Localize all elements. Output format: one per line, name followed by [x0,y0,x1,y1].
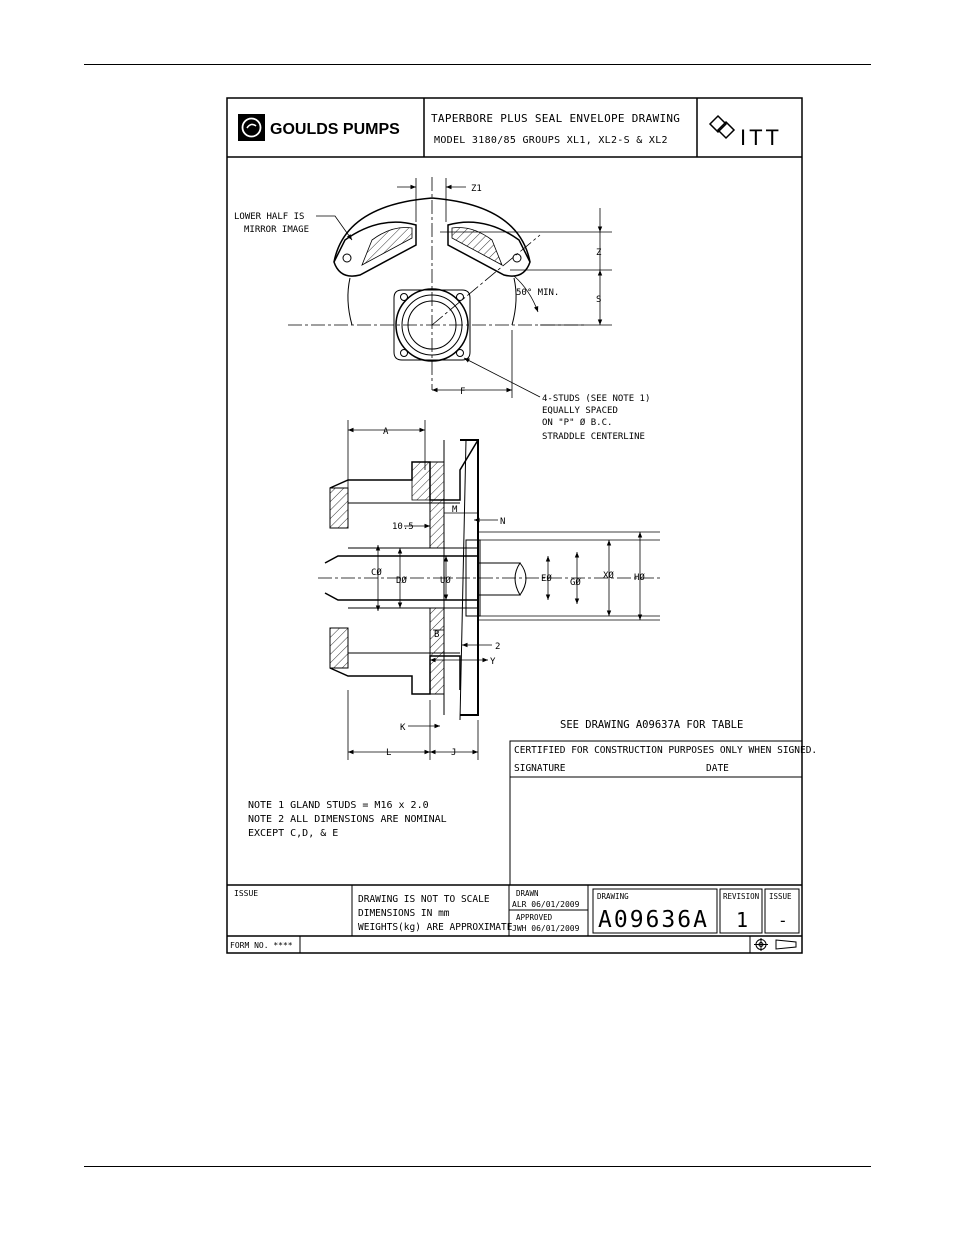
form-number: FORM NO. **** [230,941,293,950]
top-view [234,177,650,442]
dim-z: Z [596,248,602,258]
drawing-number: A09636A [598,907,709,933]
dim-two: 2 [495,642,501,652]
title-line-2: MODEL 3180/85 GROUPS XL1, XL2-S & XL2 [434,135,668,146]
note-3: EXCEPT C,D, & E [248,828,339,839]
lower-half-line-2: MIRROR IMAGE [244,225,310,235]
goulds-logo-icon [238,114,265,141]
itt-name: ITT [740,125,782,150]
dim-g: GØ [570,578,581,588]
certified-text: CERTIFIED FOR CONSTRUCTION PURPOSES ONLY WHEN SIGNED. [514,745,818,756]
note-2: NOTE 2 ALL DIMENSIONS ARE NOMINAL [248,814,447,825]
dim-b: B [434,630,440,640]
signature-label: SIGNATURE [514,763,566,774]
note-1: NOTE 1 GLAND STUDS = M16 x 2.0 [248,800,429,811]
approved-label: APPROVED [516,913,553,922]
dim-l: L [386,748,392,758]
projection-symbol-icon [754,938,796,951]
section-view [318,420,660,760]
approved-value: JWH 06/01/2009 [512,924,580,933]
scale-note-1: DRAWING IS NOT TO SCALE [358,894,490,905]
dim-x: XØ [603,571,614,581]
dim-m: M [452,505,458,515]
dim-c: CØ [371,568,382,578]
title-block [227,98,802,157]
itt-logo-icon [710,116,734,138]
dim-j: J [451,748,457,758]
notes [248,800,447,839]
drawn-value: ALR 06/01/2009 [512,900,580,909]
dim-y: Y [490,657,496,667]
revision-value: 1 [736,908,749,932]
studs-line-4: STRADDLE CENTERLINE [542,432,645,442]
revision-label: REVISION [723,892,760,901]
dim-z1: Z1 [471,184,482,194]
dim-f: F [460,387,466,397]
dim-n: N [500,517,506,527]
drawing-label: DRAWING [597,892,629,901]
lower-half-line-1: LOWER HALF IS [234,212,305,222]
date-label: DATE [706,763,729,774]
bottom-title-block [227,885,802,953]
certification-box [510,741,817,885]
see-drawing-note: SEE DRAWING A09637A FOR TABLE [560,719,744,731]
dim-u: UØ [440,576,451,586]
angle-label: 50° MIN. [516,288,560,298]
dim-d: DØ [396,576,407,586]
dim-k: K [400,723,406,733]
scale-note-3: WEIGHTS(kg) ARE APPROXIMATE [358,922,513,933]
issue-label: ISSUE [234,889,259,898]
issue-col-label: ISSUE [769,892,792,901]
dim-s: S [596,295,602,305]
dim-e: EØ [541,574,552,584]
drawn-label: DRAWN [516,889,539,898]
dim-gap: 10.5 [392,522,414,532]
studs-line-1: 4-STUDS (SEE NOTE 1) [542,394,651,404]
studs-line-2: EQUALLY SPACED [542,406,618,416]
issue-value: - [778,911,788,930]
title-line-1: TAPERBORE PLUS SEAL ENVELOPE DRAWING [431,112,681,125]
scale-note-2: DIMENSIONS IN mm [358,908,450,919]
studs-line-3: ON "P" Ø B.C. [542,418,613,428]
dim-a: A [383,427,389,437]
company-name: GOULDS PUMPS [270,121,400,138]
dim-h: HØ [634,573,645,583]
